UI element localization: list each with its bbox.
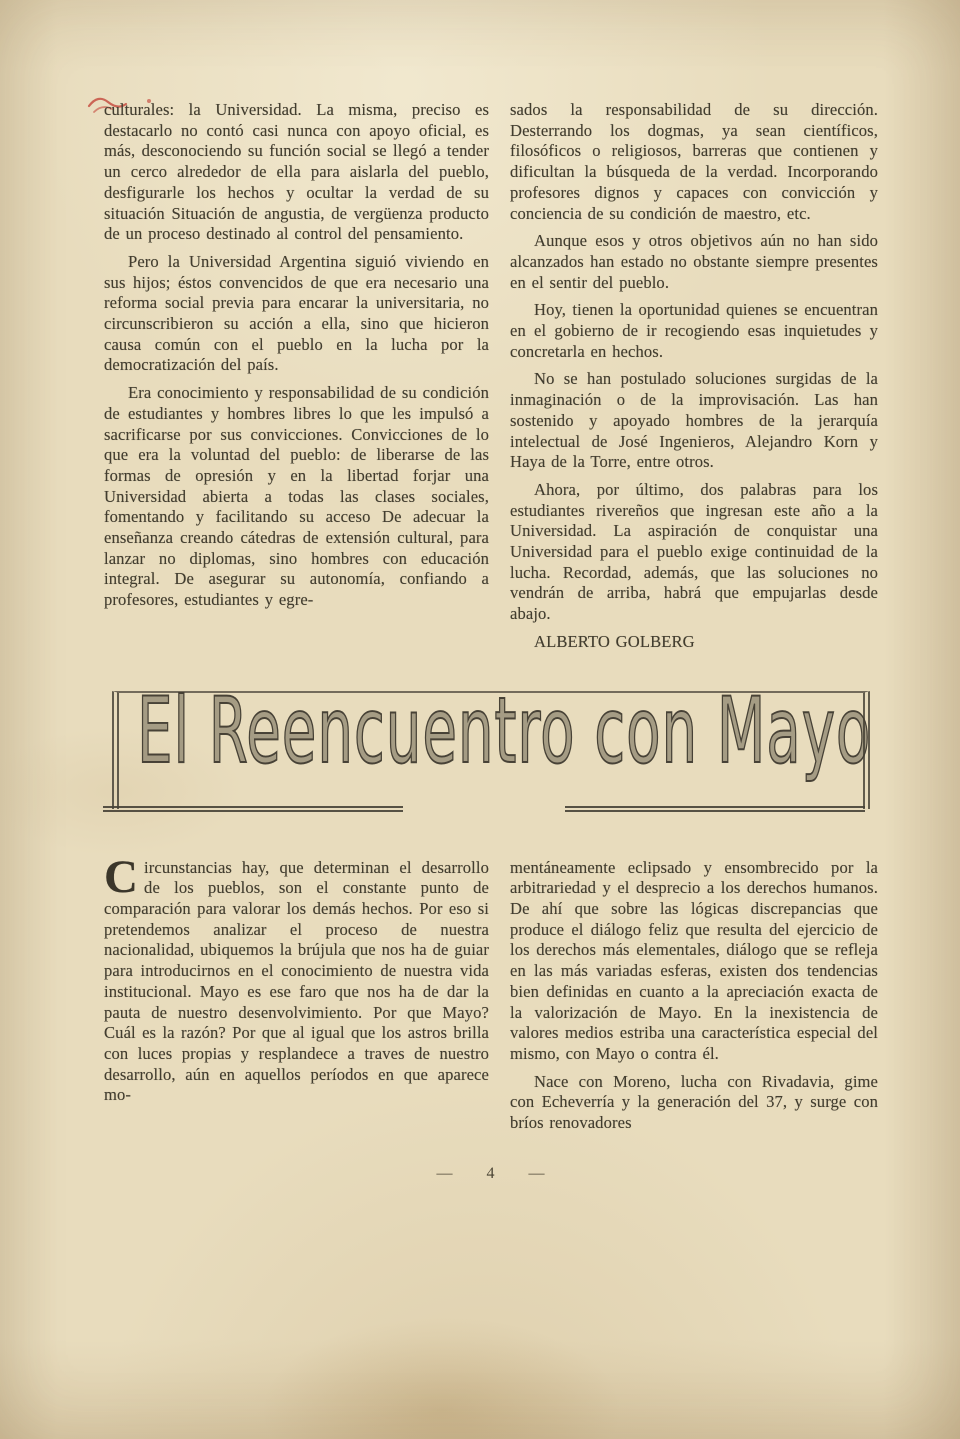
article-top — [104, 100, 878, 660]
paragraph: Pero la Universidad Argentina siguió viviendo en sus hijos; éstos convencidos de que era necesario una reforma social previa para encarar la universitaria, no circunscribieron su acción a ella, sino que hicieron causa común con el pueblo en la lucha por la democratización del país. — [104, 251, 489, 375]
paragraph: Era conocimiento y responsabilidad de su condición de estudiantes y hombres libres lo que les impulsó a sacrificarse por sus convicciones. Convicciones de lo que era la voluntad del pueblo: de liberarse de las formas de opresión y en la libertad forjar una Universidad abierta a todas las clases sociales, fomentando y facilitando su acceso De adecuar la enseñanza creando cátedras de extensión cultural, para lanzar no diplomas, sino hombres con educación integral. De asegurar su autonomía, confiando a profesores, estudiantes y egre- — [104, 383, 489, 610]
paragraph: No se han postulado soluciones surgidas de la inmaginación o de la improvisación. Las han sostenido y apoyado hombres de la jerarquía intelectual de José Ingenieros, Alejandro Korn y Haya de la Torre, entre otros. — [510, 369, 878, 472]
paragraph: sados la responsabilidad de su dirección. Desterrando los dogmas, ya sean científicos, filosóficos o religiosos, barreras que contienen y dificultan la búsqueda de la verdad. Incorporando profesores dignos y capaces con convicción y conciencia de su condición de maestro, etc. — [510, 100, 878, 223]
headline-rule-right — [565, 806, 865, 812]
paragraph: Ahora, por último, dos palabras para los estudiantes rivereños que ingresan este año a la Universidad. La aspiración de conquistar una Universidad para el pueblo exige continuidad de la lucha. Recordad, además, que las soluciones no vendrán de arriba, habrá que empujarlas desde abajo. — [510, 479, 878, 624]
top-left-column — [104, 100, 489, 660]
paragraph: Nace con Moreno, lucha con Rivadavia, gime con Echeverría y la generación del 37, y surge con bríos renovadores — [510, 1071, 878, 1133]
article-bottom — [104, 850, 878, 1141]
paragraph-text: ircunstancias hay, que determinan el desarrollo de los pueblos, son el constante punto de comparación para valorar los demás hechos. Por eso si pretendemos analizar el proceso de nuestra nacionalidad, ubiquemos la brújula que nos ha de guiar para introducirnos en el conocimiento de nuestra vida institucional. Mayo es ese faro que nos ha de dar la pauta de nuestro desenvolvimiento. Por que Mayo? Cuál es la razón? Por que al igual que los astros brilla con luces propias y resplandece a traves de nuestro desarrollo, aún en aquellos períodos en que aparece mo- — [104, 857, 489, 1105]
headline-rule-left — [103, 806, 403, 812]
bottom-right-column — [510, 858, 878, 1141]
drop-cap: C — [104, 850, 139, 903]
paragraph: Hoy, tienen la oportunidad quienes se encuentran en el gobierno de ir recogiendo esas inquietudes y concretarla en hechos. — [510, 300, 878, 361]
paragraph: Aunque esos y otros objetivos aún no han sido alcanzados han estado no obstante siempre presentes en el sentir del pueblo. — [510, 231, 878, 292]
paragraph-with-dropcap — [104, 850, 489, 1106]
headline-title: El Reencuentro con Mayo — [137, 679, 872, 785]
page-content — [104, 100, 878, 1183]
bottom-left-column — [104, 850, 489, 1141]
byline: ALBERTO GOLBERG — [534, 631, 695, 651]
headline-box — [112, 679, 872, 809]
top-right-column — [510, 100, 878, 660]
paragraph: culturales: la Universidad. La misma, preciso es destacarlo no contó casi nunca con apoyo oficial, es más, desconociendo su función social se llegó a tender un cerco alrededor de ella para aislarla del pueblo, desfigurarle los hechos y ocultar la verdad de su situación Situación de angustia, de vergüenza producto de un proceso destinado al control del pensamiento. — [104, 100, 489, 244]
paragraph: mentáneamente eclipsado y ensombrecido por la arbitrariedad y el desprecio a los derechos humanos. De ahí que sobre las lógicas discrepancias que produce el diálogo feliz que resulta del ejercicio de los derechos más elementales, diálogo que se refleja en las más variadas esferas, existen dos tendencias bien definidas en cuanto a la apreciación exacta de la valorización de Mayo. En la inexistencia de valores medios estriba una característica especial del mismo, con Mayo o contra él. — [510, 857, 878, 1063]
page-number-footer: — 4 — — [436, 1164, 546, 1182]
